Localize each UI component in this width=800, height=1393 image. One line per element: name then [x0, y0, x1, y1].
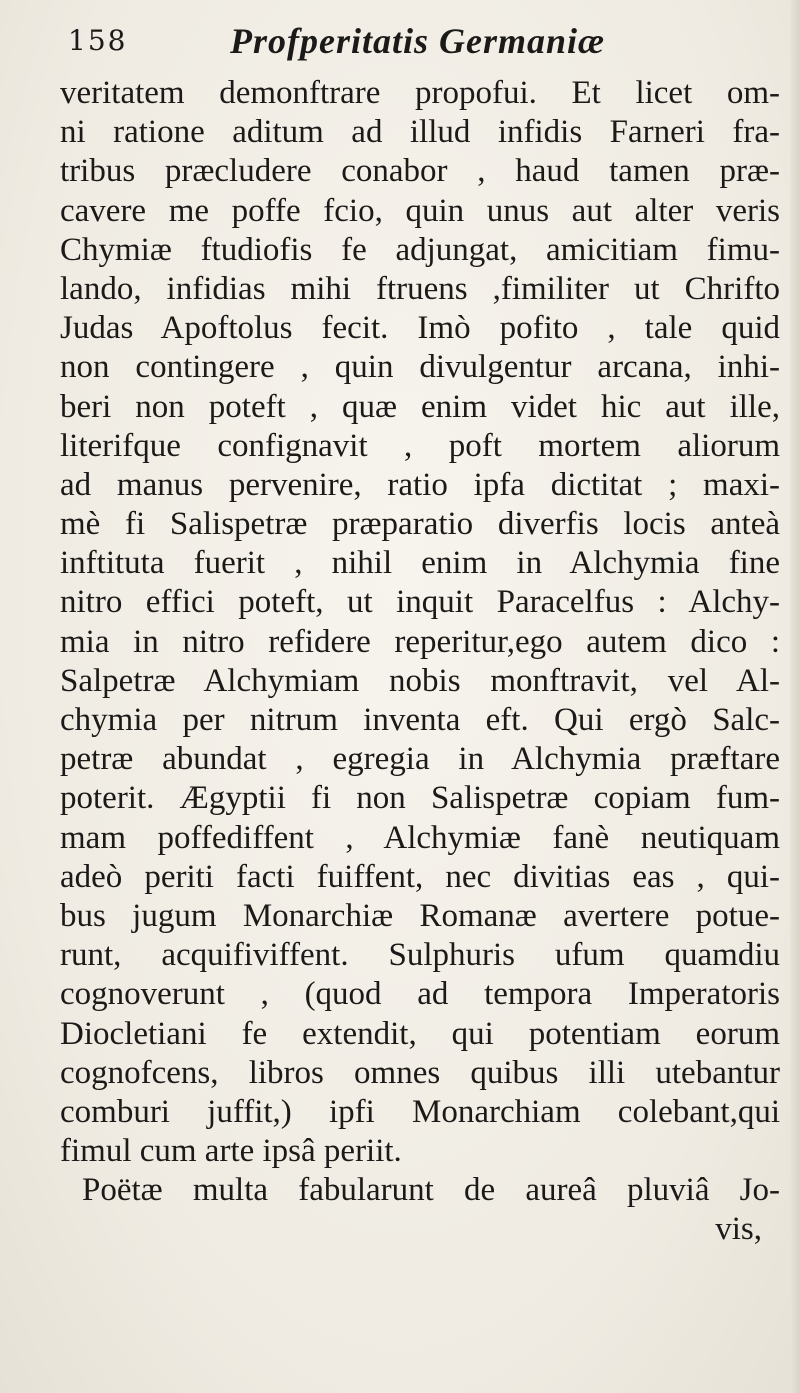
catchword: vis,: [715, 1211, 762, 1248]
text-line: Chymiæ ftudiofis fe adjungat, amicitiam fimu-: [60, 231, 780, 268]
text-line: tribus præcludere conabor , haud tamen præ-: [60, 153, 780, 190]
text-line: fimul cum arte ipsâ periit.: [60, 1133, 402, 1170]
text-line: mè fi Salispetræ præparatio diverfis locis anteà: [60, 506, 780, 543]
text-line: Salpetræ Alchymiam nobis monftravit, vel Al-: [60, 662, 780, 699]
text-line: petræ abundat , egregia in Alchymia præftare: [60, 741, 780, 778]
text-line: poterit. Ægyptii fi non Salispetræ copiam fum-: [60, 780, 780, 817]
text-line: inftituta fuerit , nihil enim in Alchymia fine: [60, 545, 780, 582]
text-line: comburi juffit,) ipfi Monarchiam colebant,qui: [60, 1093, 780, 1130]
text-line: cognofcens, libros omnes quibus illi utebantur: [60, 1054, 780, 1091]
text-line: chymia per nitrum inventa eft. Qui ergò Salc-: [60, 702, 780, 738]
text-line: nitro effici poteft, ut inquit Paracelfus : Alchy-: [60, 584, 780, 621]
text-line: cavere me poffe fcio, quin unus aut alter veris: [60, 192, 780, 229]
text-line: bus jugum Monarchiæ Romanæ avertere potue-: [60, 897, 780, 934]
running-head: [68, 16, 768, 60]
text-line: ni ratione aditum ad illud infidis Farneri fra-: [60, 114, 780, 151]
text-line: lando, infidias mihi ftruens ,fimiliter ut Chrifto: [60, 270, 780, 307]
body-text: [60, 74, 780, 1250]
text-line: Judas Apoftolus fecit. Imò pofito , tale quid: [60, 310, 780, 347]
text-line: beri non poteft , quæ enim videt hic aut ille,: [60, 388, 780, 425]
page-number: 158: [68, 24, 128, 57]
text-line: cognoverunt , (quod ad tempora Imperatoris: [60, 976, 780, 1013]
text-line: ad manus pervenire, ratio ipfa dictitat ; maxi-: [60, 466, 780, 503]
text-line: literifque confignavit , poft mortem aliorum: [60, 427, 780, 464]
text-line: runt, acquifiviffent. Sulphuris ufum quamdiu: [60, 937, 780, 974]
running-head-title: Profperitatis Germaniæ: [230, 21, 606, 61]
text-line: adeò periti facti fuiffent, nec divitias eas , qui-: [60, 858, 780, 895]
text-line: mia in nitro refidere reperitur,ego autem dico :: [60, 623, 780, 660]
text-line: non contingere , quin divulgentur arcana, inhi-: [60, 349, 780, 386]
text-line: Poëtæ multa fabularunt de aureâ pluviâ Jo-: [82, 1172, 780, 1209]
page-edge-shadow: [790, 0, 800, 1393]
text-line: mam poffediffent , Alchymiæ fanè neutiquam: [60, 819, 780, 856]
text-line: Diocletiani fe extendit, qui potentiam eorum: [60, 1015, 780, 1052]
text-line: veritatem demonftrare propofui. Et licet om-: [60, 75, 780, 111]
